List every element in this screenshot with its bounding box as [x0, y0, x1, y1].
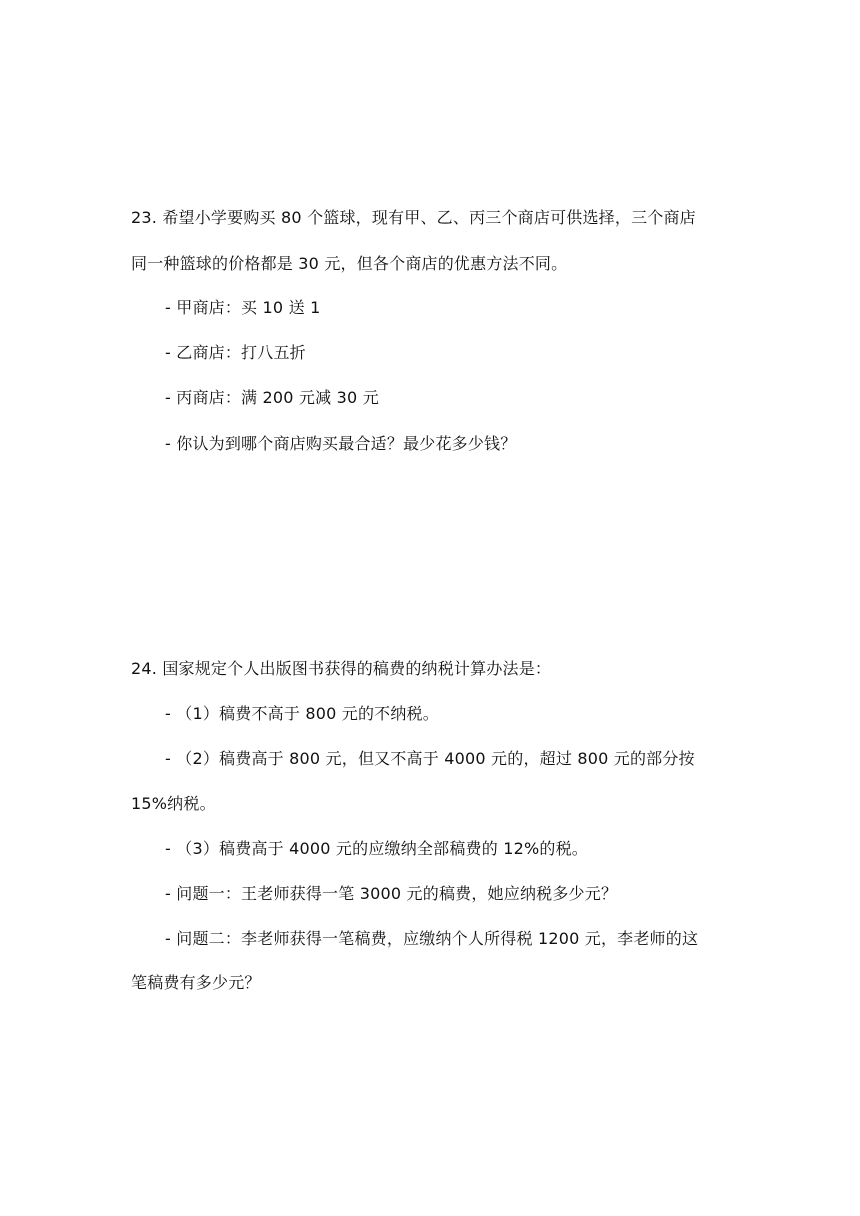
question-24-line-1: 24. 国家规定个人出版图书获得的稿费的纳税计算办法是：: [131, 659, 552, 678]
question-23-ask: - 你认为到哪个商店购买最合适？最少花多少钱？: [165, 434, 517, 453]
question-23-line-1: 23. 希望小学要购买 80 个篮球，现有甲、乙、丙三个商店可供选择，三个商店: [131, 208, 696, 227]
question-24-rule-3: - （3）稿费高于 4000 元的应缴纳全部稿费的 12%的税。: [165, 839, 588, 858]
question-24-problem-2-line-2: 笔稿费有多少元？: [131, 973, 261, 992]
question-23-option-shop-a: - 甲商店：买 10 送 1: [165, 298, 321, 317]
question-24-rule-1: - （1）稿费不高于 800 元的不纳税。: [165, 704, 439, 723]
question-23-line-2: 同一种篮球的价格都是 30 元，但各个商店的优惠方法不同。: [131, 254, 568, 273]
question-24-problem-1: - 问题一：王老师获得一笔 3000 元的稿费，她应纳税多少元？: [165, 884, 618, 903]
question-24-problem-2-line-1: - 问题二：李老师获得一笔稿费，应缴纳个人所得税 1200 元，李老师的这: [165, 929, 699, 948]
question-23-option-shop-b: - 乙商店：打八五折: [165, 343, 306, 362]
question-24-rule-2-line-1: - （2）稿费高于 800 元，但又不高于 4000 元的，超过 800 元的部分按: [165, 749, 695, 768]
question-23-option-shop-c: - 丙商店：满 200 元减 30 元: [165, 388, 379, 407]
question-24-rule-2-line-2: 15%纳税。: [131, 794, 216, 813]
